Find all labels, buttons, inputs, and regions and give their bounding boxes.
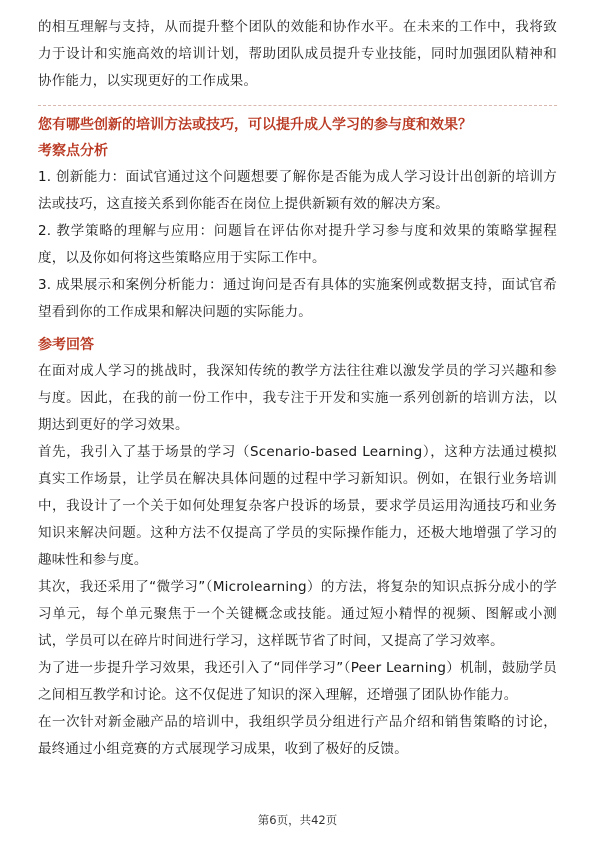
analysis-heading: 考察点分析 xyxy=(38,143,108,159)
question-title: 您有哪些创新的培训方法或技巧，可以提升成人学习的参与度和效果？ xyxy=(38,117,472,133)
answer-paragraph: 其次，我还采用了“微学习”（Microlearning）的方法，将复杂的知识点拆分成小的学习单元，每个单元聚焦于一个关键概念或技能。通过短小精悍的视频、图解或小测试，学员可以在碎片时间进行学习，这样既节省了时间，又提高了学习效率。 xyxy=(38,579,557,649)
analysis-point: 3. 成果展示和案例分析能力：通过询问是否有具体的实施案例或数据支持，面试官希望看到你的工作成果和解决问题的实际能力。 xyxy=(38,277,557,320)
answer-paragraph: 在面对成人学习的挑战时，我深知传统的教学方法往往难以激发学员的学习兴趣和参与度。因此，在我的前一份工作中，我专注于开发和实施一系列创新的培训方法，以期达到更好的学习效果。 xyxy=(38,363,557,433)
answer-paragraph: 首先，我引入了基于场景的学习（Scenario-based Learning），这种方法通过模拟真实工作场景，让学员在解决具体问题的过程中学习新知识。例如，在银行业务培训中，我设计了一个关于如何处理复杂客户投诉的场景，要求学员运用沟通技巧和业务知识来解决问题。这种方法不仅提高了学员的实际操作能力，还极大地增强了学习的趣味性和参与度。 xyxy=(38,444,557,568)
analysis-point: 1. 创新能力：面试官通过这个问题想要了解你是否能为成人学习设计出创新的培训方法或技巧，这直接关系到你能否在岗位上提供新颖有效的解决方案。 xyxy=(38,169,557,212)
answer-paragraph: 为了进一步提升学习效果，我还引入了“同伴学习”（Peer Learning）机制，鼓励学员之间相互教学和讨论。这不仅促进了知识的深入理解，还增强了团队协作能力。 xyxy=(38,660,557,703)
section-divider xyxy=(38,105,557,106)
analysis-point: 2. 教学策略的理解与应用：问题旨在评估你对提升学习参与度和效果的策略掌握程度，以及你如何将这些策略应用于实际工作中。 xyxy=(38,223,557,266)
answer-paragraph: 在一次针对新金融产品的培训中，我组织学员分组进行产品介绍和销售策略的讨论，最终通过小组竞赛的方式展现学习成果，收到了极好的反馈。 xyxy=(38,714,557,757)
page-number: 第6页，共42页 xyxy=(257,813,338,827)
answer-heading: 参考回答 xyxy=(38,337,94,353)
intro-paragraph: 的相互理解与支持，从而提升整个团队的效能和协作水平。在未来的工作中，我将致力于设计和实施高效的培训计划，帮助团队成员提升专业技能，同时加强团队精神和协作能力，以实现更好的工作成果。 xyxy=(38,19,557,89)
